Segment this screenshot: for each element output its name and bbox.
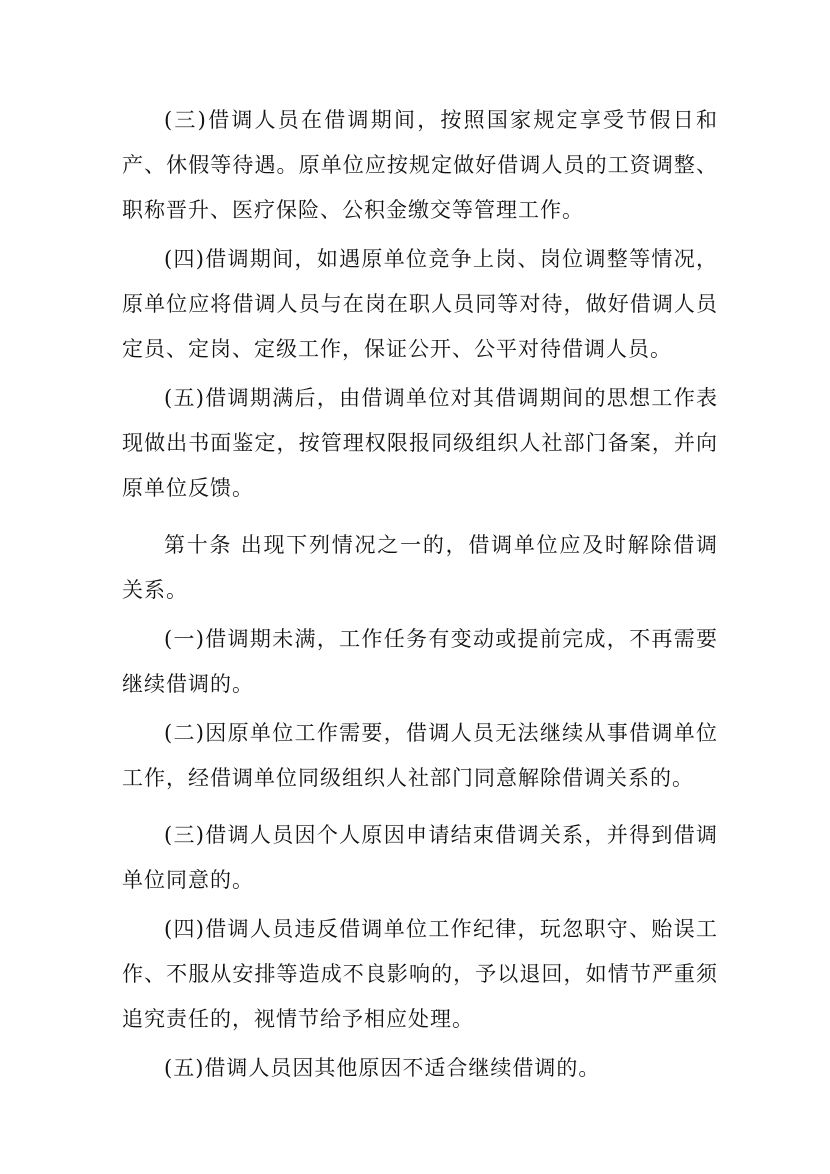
clause-five: (五)借调人员因其他原因不适合继续借调的。 xyxy=(164,1056,601,1080)
paragraph-appraisal: (五)借调期满后，由借调单位对其借调期间的思想工作表现做出书面鉴定，按管理权限报同级组织人社部门备案，并向原单位反馈。 xyxy=(122,386,718,500)
clause-one: (一)借调期未满，工作任务有变动或提前完成，不再需要继续借调的。 xyxy=(122,627,718,696)
clause-three: (三)借调人员因个人原因申请结束借调关系，并得到借调单位同意的。 xyxy=(122,823,718,892)
document-body xyxy=(122,98,718,1095)
clause-four: (四)借调人员违反借调单位工作纪律，玩忽职守、贻误工作、不服从安排等造成不良影响的，予以退回，如情节严重须追究责任的，视情节给予相应处理。 xyxy=(122,917,718,1031)
paragraph-holiday-treatment: (三)借调人员在借调期间，按照国家规定享受节假日和产、休假等待遇。原单位应按规定做好借调人员的工资调整、职称晋升、医疗保险、公积金缴交等管理工作。 xyxy=(122,108,718,222)
article-ten-heading: 第十条 出现下列情况之一的，借调单位应及时解除借调关系。 xyxy=(122,533,718,602)
clause-two: (二)因原单位工作需要，借调人员无法继续从事借调单位工作，经借调单位同级组织人社部门同意解除借调关系的。 xyxy=(122,721,718,790)
paragraph-equal-treatment: (四)借调期间，如遇原单位竞争上岗、岗位调整等情况，原单位应将借调人员与在岗在职人员同等对待，做好借调人员定员、定岗、定级工作，保证公开、公平对待借调人员。 xyxy=(122,247,718,361)
